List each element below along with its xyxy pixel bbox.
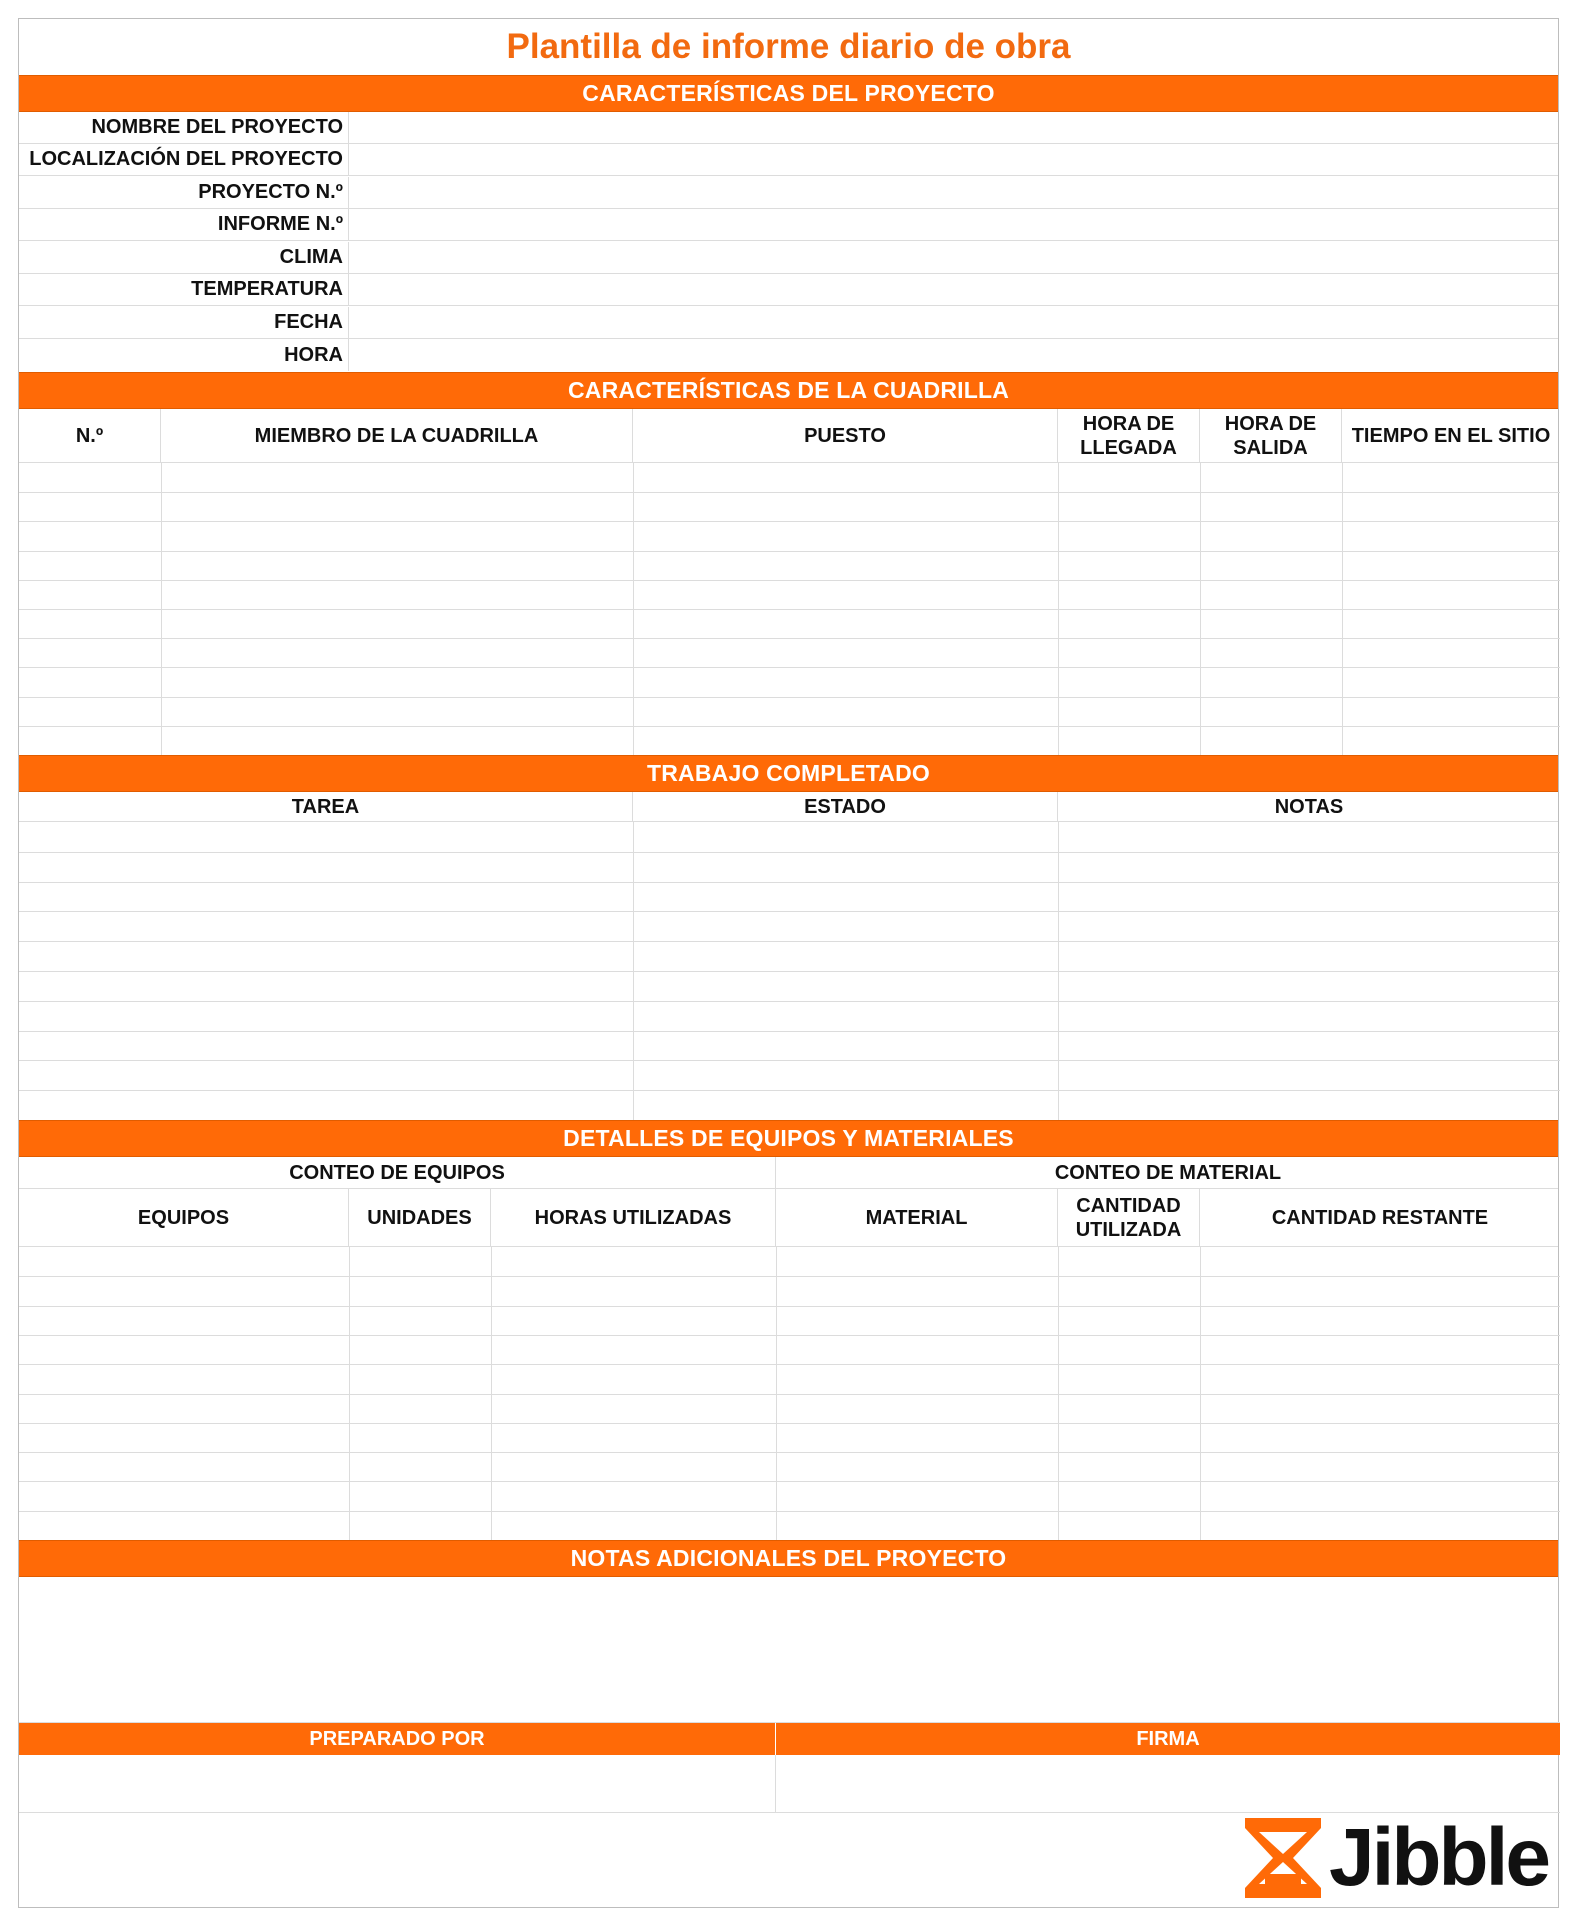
row-divider bbox=[19, 1452, 1560, 1453]
field-label: CLIMA bbox=[19, 242, 349, 273]
row-divider bbox=[19, 971, 1560, 972]
column-divider bbox=[161, 463, 162, 755]
field-label: PROYECTO N.º bbox=[19, 177, 349, 208]
col-material: MATERIAL bbox=[776, 1189, 1058, 1247]
row-divider bbox=[19, 852, 1560, 853]
col-crew-member: MIEMBRO DE LA CUADRILLA bbox=[161, 409, 633, 463]
report-sheet bbox=[18, 18, 1559, 1908]
field-row-date bbox=[19, 307, 1558, 339]
column-divider bbox=[1058, 822, 1059, 1120]
work-section-header: TRABAJO COMPLETADO bbox=[19, 755, 1558, 792]
col-time-on-site: TIEMPO EN EL SITIO bbox=[1351, 425, 1551, 447]
signature-field[interactable] bbox=[776, 1755, 1560, 1813]
prepared-by-header: PREPARADO POR bbox=[19, 1723, 776, 1755]
project-fields bbox=[19, 112, 1558, 372]
field-label: NOMBRE DEL PROYECTO bbox=[19, 112, 349, 143]
field-row-report-number bbox=[19, 209, 1558, 241]
column-divider bbox=[349, 1247, 350, 1540]
project-number-input[interactable] bbox=[349, 177, 1558, 208]
row-divider bbox=[19, 551, 1560, 552]
field-label: TEMPERATURA bbox=[19, 274, 349, 305]
work-table-header bbox=[19, 792, 1558, 822]
field-label: INFORME N.º bbox=[19, 209, 349, 240]
row-divider bbox=[19, 521, 1560, 522]
notes-section-header: NOTAS ADICIONALES DEL PROYECTO bbox=[19, 1540, 1558, 1577]
row-divider bbox=[19, 1423, 1560, 1424]
equipment-table-header bbox=[19, 1189, 1558, 1247]
crew-table-header bbox=[19, 409, 1558, 463]
signature-header: FIRMA bbox=[776, 1723, 1560, 1755]
temperature-input[interactable] bbox=[349, 274, 1558, 305]
column-divider bbox=[1200, 463, 1201, 755]
column-divider bbox=[1058, 1247, 1059, 1540]
project-name-input[interactable] bbox=[349, 112, 1558, 143]
project-location-input[interactable] bbox=[349, 144, 1558, 175]
row-divider bbox=[19, 882, 1560, 883]
project-section-header: CARACTERÍSTICAS DEL PROYECTO bbox=[19, 75, 1558, 112]
row-divider bbox=[19, 667, 1560, 668]
material-count-group: CONTEO DE MATERIAL bbox=[1054, 1162, 1282, 1184]
row-divider bbox=[19, 609, 1560, 610]
column-divider bbox=[1342, 463, 1343, 755]
row-divider bbox=[19, 492, 1560, 493]
work-table-body[interactable] bbox=[19, 822, 1560, 1120]
field-label: FECHA bbox=[19, 307, 349, 338]
field-row-weather bbox=[19, 242, 1558, 274]
col-number: N.º bbox=[19, 409, 161, 463]
field-row-project-name bbox=[19, 112, 1558, 144]
crew-table-body[interactable] bbox=[19, 463, 1560, 755]
jibble-logo bbox=[1245, 1812, 1548, 1903]
row-divider bbox=[19, 911, 1560, 912]
col-arrival-time: HORA DE LLEGADA bbox=[1058, 409, 1200, 463]
col-notes: NOTAS bbox=[1274, 796, 1344, 818]
field-label: LOCALIZACIÓN DEL PROYECTO bbox=[19, 144, 349, 175]
equipment-group-header bbox=[19, 1157, 1558, 1189]
row-divider bbox=[19, 1394, 1560, 1395]
col-position: PUESTO bbox=[633, 409, 1058, 463]
date-input[interactable] bbox=[349, 307, 1558, 338]
page-title: Plantilla de informe diario de obra bbox=[506, 27, 1071, 66]
field-label: HORA bbox=[19, 339, 349, 371]
column-divider bbox=[491, 1247, 492, 1540]
equipment-table-body[interactable] bbox=[19, 1247, 1560, 1540]
jibble-mark-icon bbox=[1245, 1818, 1321, 1898]
row-divider bbox=[19, 580, 1560, 581]
col-quantity-used: CANTIDAD UTILIZADA bbox=[1058, 1189, 1200, 1247]
col-task: TAREA bbox=[19, 792, 633, 822]
row-divider bbox=[19, 1031, 1560, 1032]
column-divider bbox=[776, 1247, 777, 1540]
prepared-by-field[interactable] bbox=[19, 1755, 776, 1813]
weather-input[interactable] bbox=[349, 242, 1558, 273]
row-divider bbox=[19, 1090, 1560, 1091]
field-row-project-number bbox=[19, 177, 1558, 209]
field-row-project-location bbox=[19, 144, 1558, 176]
column-divider bbox=[1200, 1247, 1201, 1540]
row-divider bbox=[19, 697, 1560, 698]
field-row-temperature bbox=[19, 274, 1558, 306]
col-equipment: EQUIPOS bbox=[19, 1189, 349, 1247]
col-status: ESTADO bbox=[633, 792, 1058, 822]
row-divider bbox=[19, 1481, 1560, 1482]
row-divider bbox=[19, 638, 1560, 639]
row-divider bbox=[19, 1335, 1560, 1336]
row-divider bbox=[19, 726, 1560, 727]
col-hours-used: HORAS UTILIZADAS bbox=[491, 1189, 776, 1247]
report-number-input[interactable] bbox=[349, 209, 1558, 240]
row-divider bbox=[19, 1364, 1560, 1365]
row-divider bbox=[19, 1276, 1560, 1277]
field-row-time bbox=[19, 339, 1558, 371]
col-quantity-remaining: CANTIDAD RESTANTE bbox=[1271, 1207, 1489, 1229]
equipment-section-header: DETALLES DE EQUIPOS Y MATERIALES bbox=[19, 1120, 1558, 1157]
row-divider bbox=[19, 1060, 1560, 1061]
row-divider bbox=[19, 1511, 1560, 1512]
column-divider bbox=[1058, 463, 1059, 755]
additional-notes-area[interactable] bbox=[19, 1577, 1560, 1723]
crew-section-header: CARACTERÍSTICAS DE LA CUADRILLA bbox=[19, 372, 1558, 409]
row-divider bbox=[19, 941, 1560, 942]
col-departure-time: HORA DE SALIDA bbox=[1200, 409, 1342, 463]
equipment-count-group: CONTEO DE EQUIPOS bbox=[19, 1157, 776, 1189]
time-input[interactable] bbox=[349, 339, 1558, 371]
row-divider bbox=[19, 1306, 1560, 1307]
brand-name: Jibble bbox=[1329, 1812, 1548, 1903]
column-divider bbox=[633, 463, 634, 755]
column-divider bbox=[633, 822, 634, 1120]
col-units: UNIDADES bbox=[349, 1189, 491, 1247]
row-divider bbox=[19, 1001, 1560, 1002]
